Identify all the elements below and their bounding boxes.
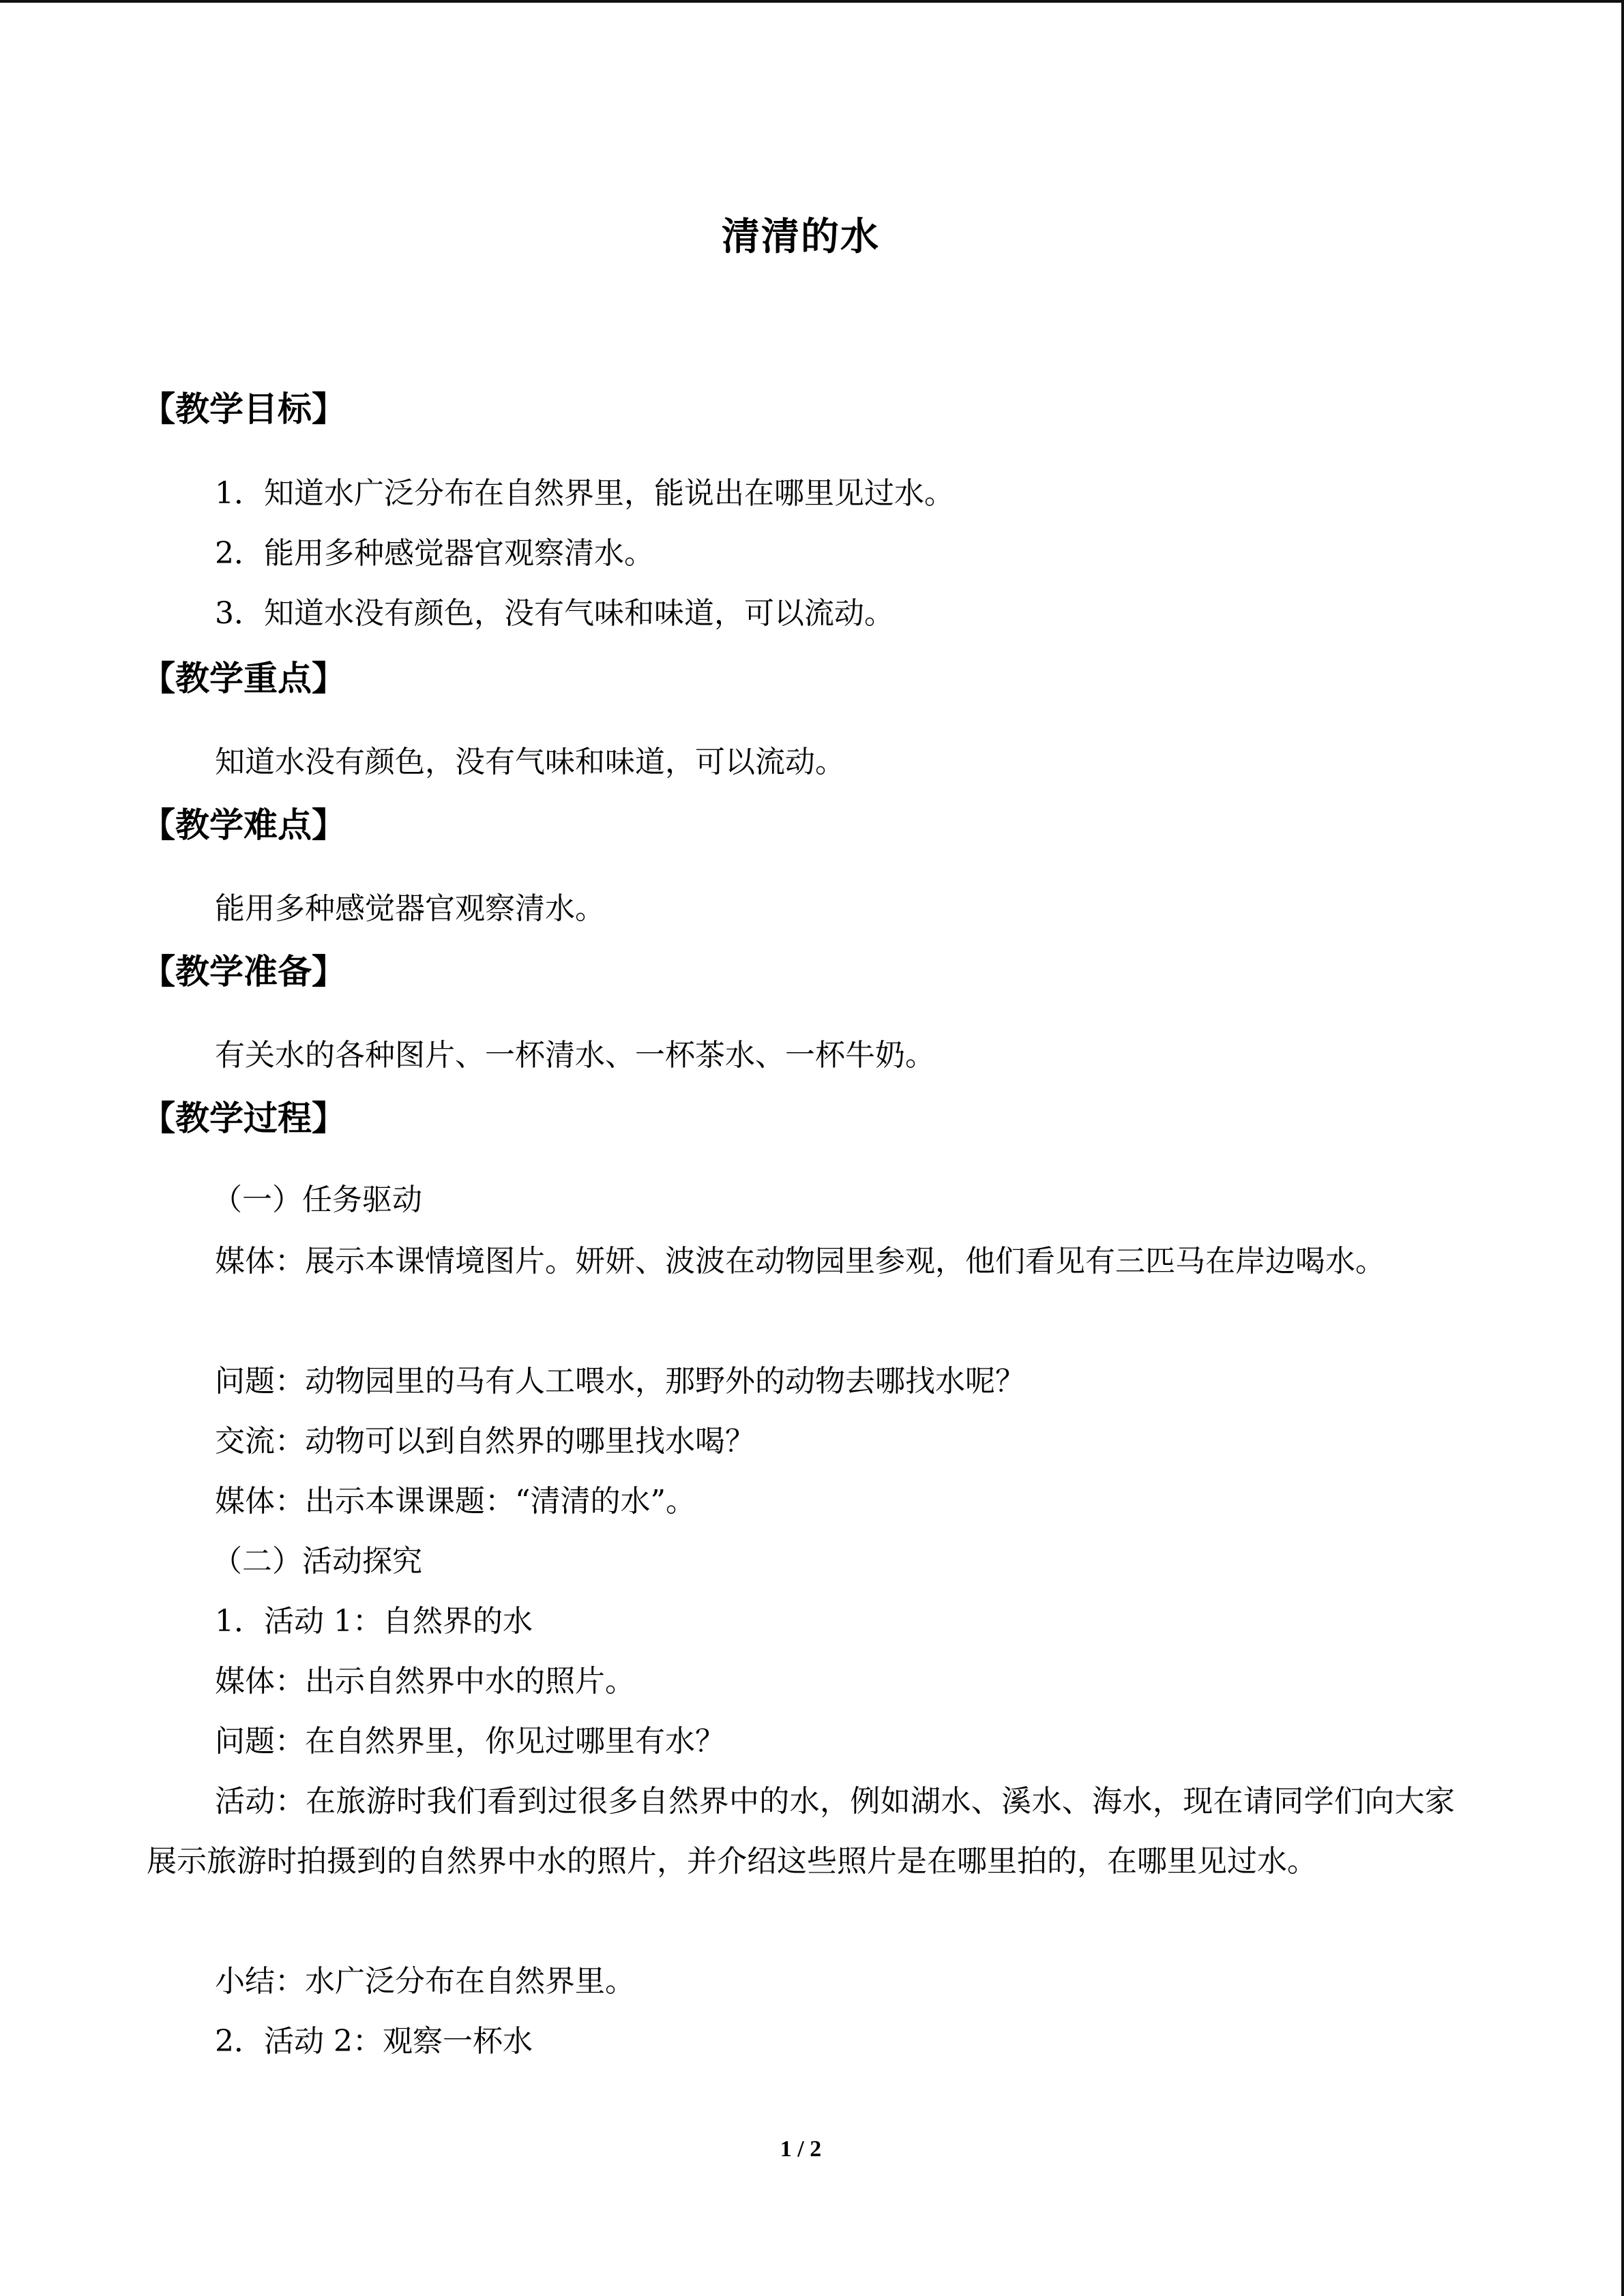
process-paragraph-media-3: 媒体：出示自然界中水的照片。 <box>215 1664 635 1699</box>
document-title: 清清的水 <box>722 215 880 259</box>
process-paragraph-question-1: 问题：动物园里的马有人工喂水，那野外的动物去哪找水呢？ <box>215 1364 1025 1399</box>
process-subheading-task-driven: （一）任务驱动 <box>212 1182 422 1217</box>
heading-objectives: 【教学目标】 <box>141 389 346 429</box>
heading-key-points: 【教学重点】 <box>141 659 346 698</box>
process-paragraph-summary: 小结：水广泛分布在自然界里。 <box>215 1964 635 1999</box>
key-points-text: 知道水没有颜色，没有气味和味道，可以流动。 <box>215 745 845 779</box>
process-paragraph-media-1: 媒体：展示本课情境图片。妍妍、波波在动物园里参观，他们看见有三匹马在岸边喝水。 <box>215 1244 1385 1279</box>
preparation-text: 有关水的各种图片、一杯清水、一杯茶水、一杯牛奶。 <box>215 1038 935 1073</box>
page-number: 1 / 2 <box>780 2136 822 2162</box>
process-paragraph-exchange: 交流：动物可以到自然界的哪里找水喝？ <box>215 1424 755 1459</box>
process-paragraph-media-2: 媒体：出示本课课题：“清清的水”。 <box>215 1484 696 1519</box>
heading-difficulties: 【教学难点】 <box>141 805 346 845</box>
page-right-border <box>1621 0 1624 2296</box>
heading-preparation: 【教学准备】 <box>141 952 346 992</box>
process-subheading-activity-explore: （二）活动探究 <box>212 1544 422 1579</box>
page-top-border <box>0 0 1624 3</box>
process-paragraph-activity: 活动：在旅游时我们看到过很多自然界中的水，例如湖水、溪水、海水，现在请同学们向大家展示旅游时拍摄到的自然界中水的照片，并介绍这些照片是在哪里拍的，在哪里见过水。 <box>147 1784 1455 1879</box>
objective-item-2: 2．能用多种感觉器官观察清水。 <box>215 536 654 571</box>
difficulties-text: 能用多种感觉器官观察清水。 <box>215 891 605 926</box>
objective-item-3: 3．知道水没有颜色，没有气味和味道，可以流动。 <box>215 596 894 631</box>
process-paragraph-question-2: 问题：在自然界里，你见过哪里有水？ <box>215 1724 725 1759</box>
objective-item-1: 1．知道水广泛分布在自然界里，能说出在哪里见过水。 <box>215 476 954 511</box>
process-activity-1-title: 1．活动 1：自然界的水 <box>215 1604 533 1639</box>
heading-process: 【教学过程】 <box>141 1099 346 1138</box>
process-activity-2-title: 2．活动 2：观察一杯水 <box>215 2024 533 2059</box>
